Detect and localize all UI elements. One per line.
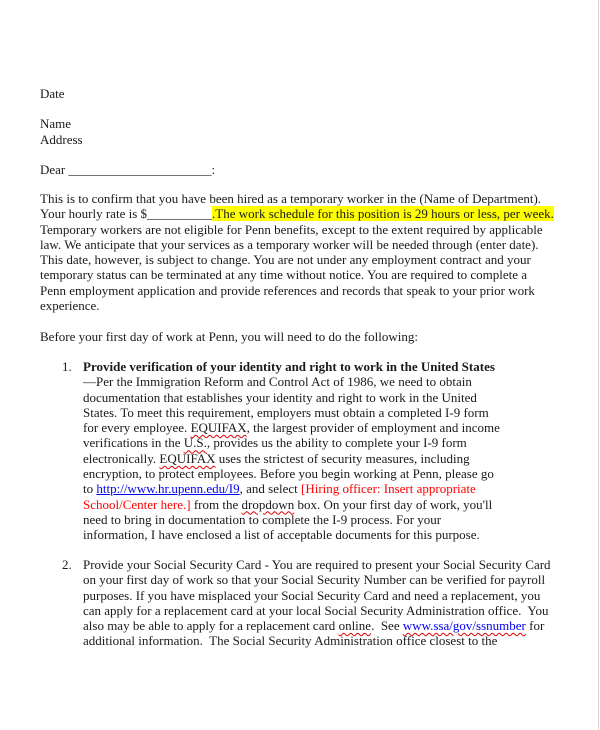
text-segment: on your first day of work so that your Social Security Number can be verified for payroll — [83, 572, 546, 588]
text-segment: EQUIFAX — [190, 420, 247, 436]
text-line — [83, 633, 551, 648]
text-line — [83, 359, 500, 374]
text-segment: —Per the Immigration Reform and Control Act of 1986, we need to obtain — [83, 374, 472, 390]
text-segment: electronically. — [83, 450, 160, 466]
text-line — [83, 588, 551, 603]
text-segment: documentation that establishes your identity and right to work in the United — [83, 389, 477, 405]
hyperlink[interactable]: http://www.hr.upenn.edu/I9 — [96, 481, 240, 497]
text-segment: , and select — [239, 481, 301, 497]
text-line — [83, 374, 500, 389]
text-segment: box. On your first day of work, you'll — [294, 496, 493, 512]
text-line — [83, 420, 500, 435]
text-segment: from the — [190, 496, 242, 512]
text-segment: States. To meet this requirement, employers must obtain a completed I-9 form — [83, 404, 489, 420]
text-line — [83, 618, 551, 633]
text-segment: Temporary workers are not eligible for Penn benefits, except to the extent required by applicable — [40, 221, 543, 237]
text-segment: also may be able to apply for a replacement card — [83, 618, 339, 634]
text-line — [40, 237, 554, 252]
text-segment: temporary status can be terminated at any time without notice. You are required to complete a — [40, 267, 527, 283]
text-segment: , the largest provider of employment and income — [246, 420, 500, 436]
salutation: Dear ______________________: — [40, 162, 216, 177]
placeholder-text: [Hiring officer: Insert appropriate — [300, 481, 476, 497]
text-segment: law. We anticipate that your services as a temporary worker will be needed through (enter date). — [40, 236, 539, 252]
text-line — [83, 390, 500, 405]
text-line — [83, 603, 551, 618]
text-line — [40, 206, 554, 221]
text-segment: Provide your Social Security Card - You are required to present your Social Security Card — [83, 557, 551, 572]
text-line — [83, 435, 500, 450]
text-segment: , provides us the ability to complete your I-9 form — [206, 435, 467, 451]
text-segment: can apply for a replacement card at your local Social Security Administration office. You — [83, 602, 549, 618]
text-segment: to — [83, 481, 97, 497]
text-segment: Penn employment application and provide references and records that speak to your prior work — [40, 282, 535, 298]
text-segment: for — [525, 618, 545, 634]
date-line: Date — [40, 86, 65, 101]
text-segment: information, I have enclosed a list of acceptable documents for this purpose. — [83, 527, 480, 543]
text-line — [83, 512, 500, 527]
address-line: Address — [40, 132, 83, 147]
text-segment: additional information. The Social Security Administration office closest to the — [83, 633, 498, 649]
text-segment: Your hourly rate is $__________ — [40, 206, 213, 222]
text-line — [40, 267, 554, 282]
text-line — [83, 466, 500, 481]
text-segment: This date, however, is subject to change. You are not under any employment contract and your — [40, 252, 531, 268]
text-line — [40, 298, 554, 313]
name-line: Name — [40, 116, 72, 131]
list-number: 2. — [62, 557, 72, 572]
text-line — [40, 252, 554, 267]
text-segment: U.S. — [183, 435, 207, 451]
text-line — [40, 283, 554, 298]
text-line — [83, 572, 551, 587]
before-first-day-line: Before your first day of work at Penn, you will need to do the following: — [40, 329, 419, 344]
text-segment: . See — [371, 618, 403, 634]
text-line — [83, 557, 551, 572]
text-segment: purposes. If you have misplaced your Social Security Card and need a replacement, you — [83, 587, 541, 603]
hyperlink[interactable]: www.ssa/gov/ssnumber — [402, 618, 526, 634]
text-segment: need to bring in documentation to complete the I-9 process. For your — [83, 511, 442, 527]
text-segment: EQUIFAX — [159, 450, 216, 466]
list-number: 1. — [62, 359, 72, 374]
highlighted-text: .The work schedule for this position is 29 hours or less, per week. — [212, 206, 554, 222]
text-line — [40, 222, 554, 237]
text-segment: experience. — [40, 298, 100, 314]
text-line — [83, 527, 500, 542]
text-line — [83, 405, 500, 420]
intro-paragraph — [40, 191, 554, 313]
text-segment: uses the strictest of security measures, including — [215, 450, 470, 466]
placeholder-text: School/Center here.] — [83, 496, 191, 512]
text-segment: online — [338, 618, 372, 634]
text-segment: Provide verification of your identity and right to work in the United States — [83, 359, 495, 374]
text-segment: dropdown — [241, 496, 295, 512]
text-segment: verifications in the — [83, 435, 184, 451]
text-line — [83, 451, 500, 466]
text-segment: for every employee. — [83, 420, 191, 436]
text-line — [40, 191, 554, 206]
text-segment: This is to confirm that you have been hired as a temporary worker in the (Name of Department). — [40, 191, 542, 206]
text-line — [83, 497, 500, 512]
text-line — [83, 481, 500, 496]
text-segment: encryption, to protect employees. Before you begin working at Penn, please go — [83, 466, 494, 482]
